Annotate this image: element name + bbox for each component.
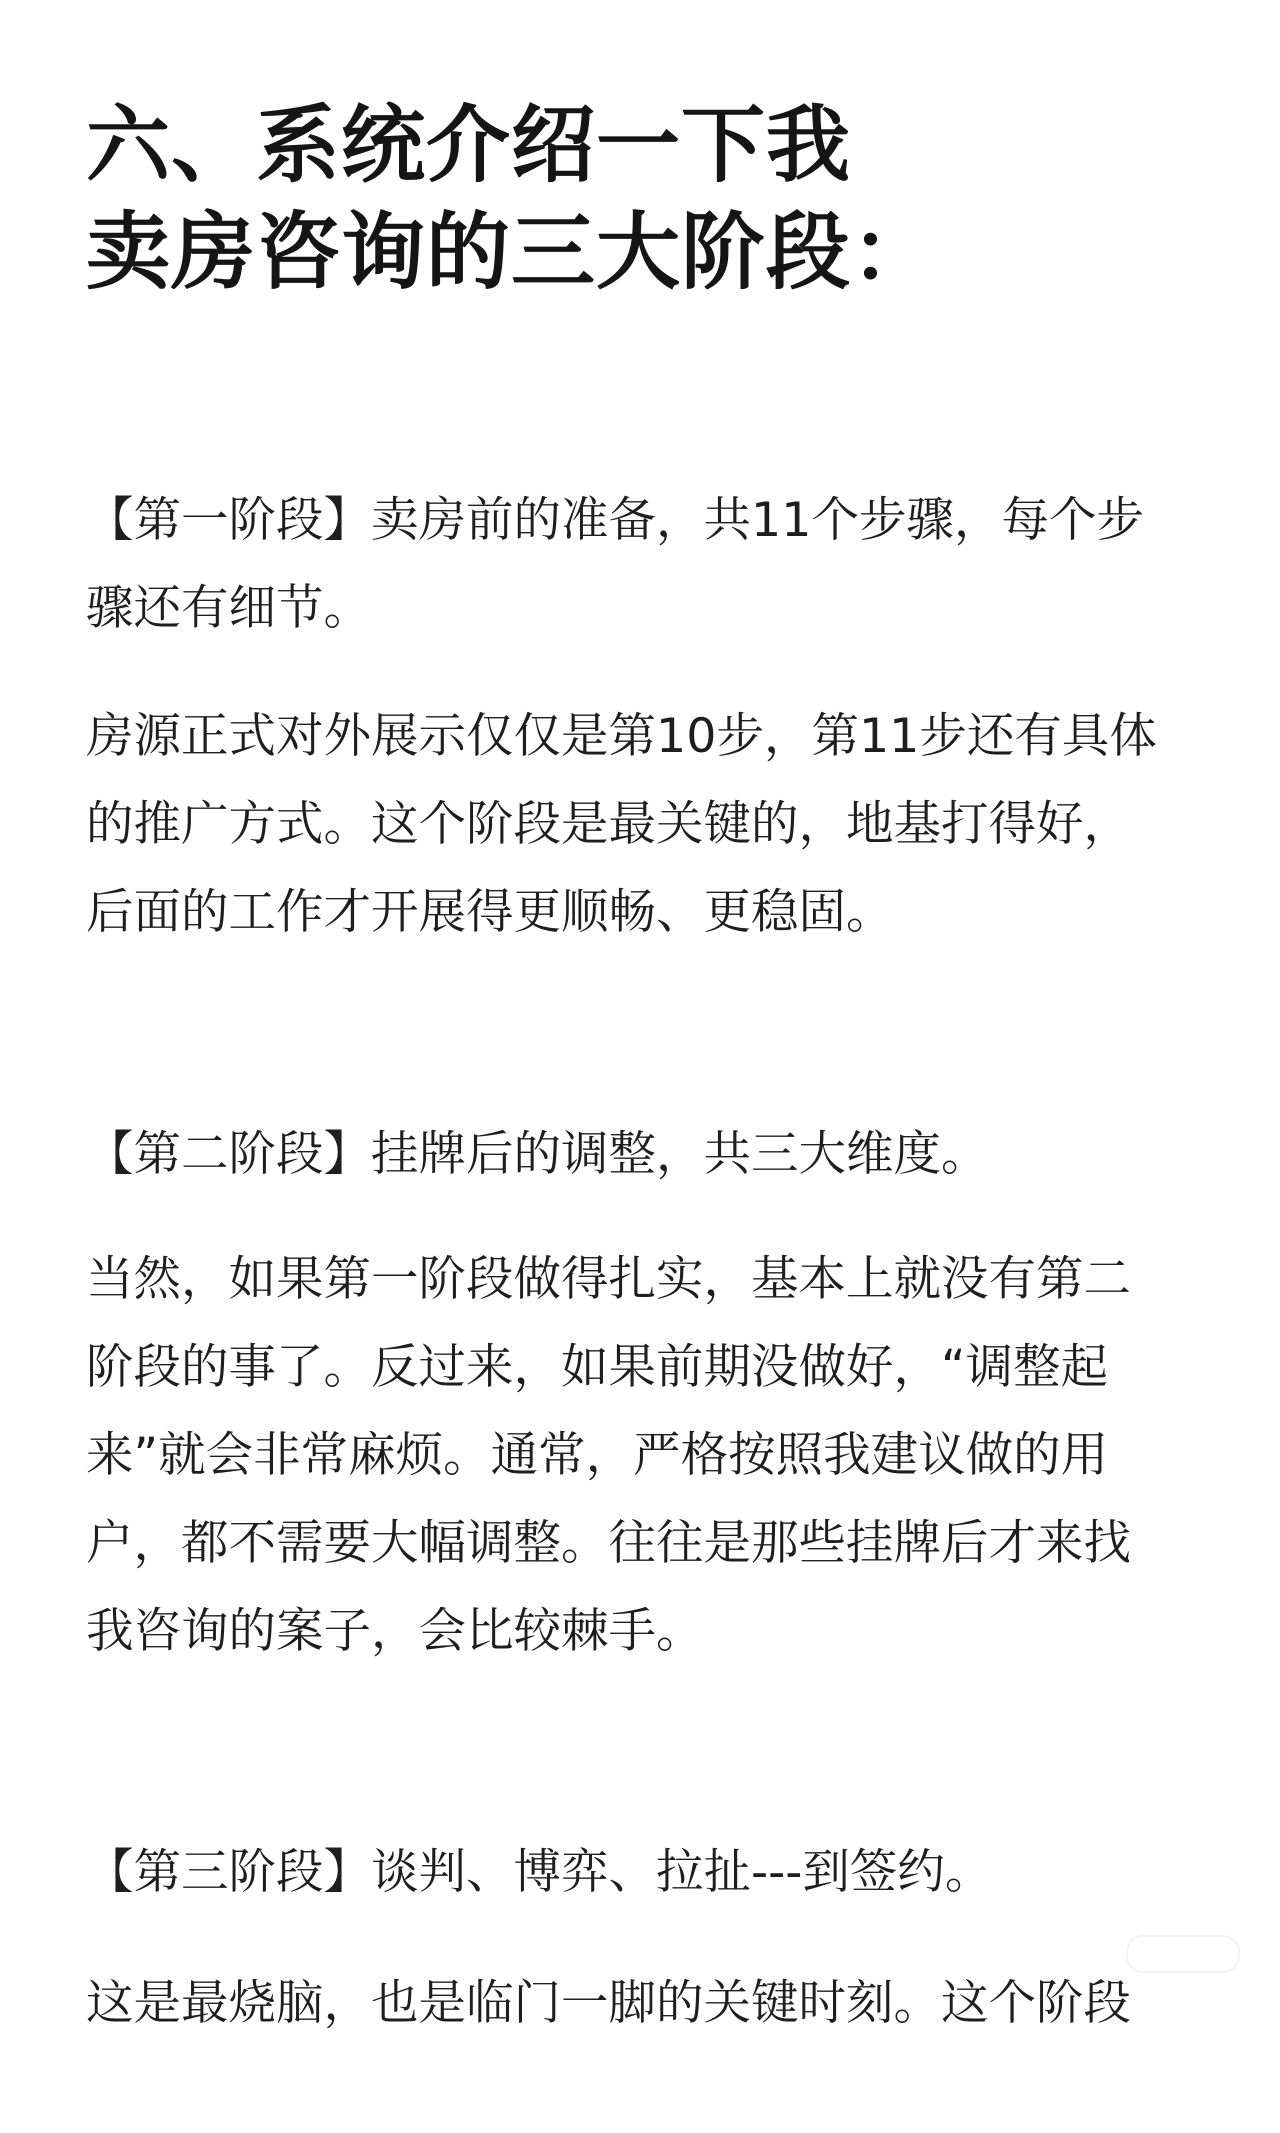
text-line: 这是最烧脑，也是临门一脚的关键时刻。这个阶段: [86, 1976, 1131, 2031]
page-title: [86, 92, 1206, 306]
title-line-2: 卖房咨询的三大阶段：: [86, 203, 937, 301]
stage3-detail-paragraph: [86, 1960, 1206, 2048]
stage2-intro-paragraph: [86, 1111, 1206, 1199]
text-line: 【第一阶段】卖房前的准备，共11个步骤，每个步: [86, 493, 1144, 548]
watermark-logo: [1126, 1935, 1240, 1973]
text-line: 我咨询的案子，会比较棘手。: [86, 1604, 704, 1659]
stage2-detail-paragraph: [86, 1236, 1206, 1676]
text-line: 当然，如果第一阶段做得扎实，基本上就没有第二: [86, 1252, 1131, 1307]
text-line: 来”就会非常麻烦。通常，严格按照我建议做的用: [86, 1428, 1109, 1483]
text-line: 【第二阶段】挂牌后的调整，共三大维度。: [86, 1127, 989, 1182]
stage1-intro-paragraph: [86, 477, 1206, 653]
stage3-intro-paragraph: [86, 1829, 1206, 1917]
text-line: 的推广方式。这个阶段是最关键的，地基打得好，: [86, 797, 1131, 852]
text-line: 后面的工作才开展得更顺畅、更稳固。: [86, 885, 894, 940]
text-line: 阶段的事了。反过来，如果前期没做好，“调整起: [86, 1340, 1109, 1395]
text-line: 骤还有细节。: [86, 581, 371, 636]
text-line: 【第三阶段】谈判、博弈、拉扯---到签约。: [86, 1845, 993, 1900]
text-line: 房源正式对外展示仅仅是第10步，第11步还有具体: [86, 709, 1157, 764]
title-line-1: 六、系统介绍一下我: [86, 96, 852, 194]
text-line: 户，都不需要大幅调整。往往是那些挂牌后才来找: [86, 1516, 1131, 1571]
stage1-detail-paragraph: [86, 693, 1206, 957]
